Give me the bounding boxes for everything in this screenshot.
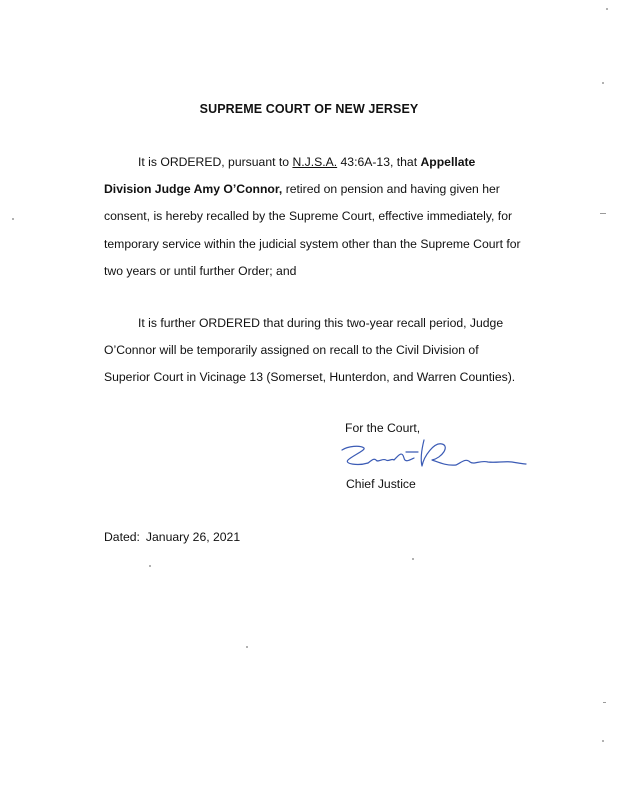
statute-citation: N.J.S.A. (292, 155, 338, 169)
court-title: SUPREME COURT OF NEW JERSEY (199, 102, 419, 116)
judge-name: Appellate Division Judge Amy O’Connor, (104, 155, 476, 197)
scan-speck (12, 218, 14, 220)
scan-speck (412, 558, 414, 560)
dated-line (104, 530, 240, 544)
for-the-court-label: For the Court, (345, 421, 421, 435)
handwritten-signature (338, 436, 528, 476)
paragraph-2-text: It is further ORDERED that during this two-year recall period, Judge O’Connor will be temporarily assigned on recall to the Civil Division of Superior Court in Vicinage 13 (Somerset, Hunterdon, and Warren Counties). (104, 316, 516, 385)
chief-justice-label: Chief Justice (346, 477, 416, 491)
paragraph-1-after-citation: 43:6A-13, that (337, 155, 421, 169)
order-paragraph-2 (104, 310, 524, 392)
scan-speck (600, 213, 606, 214)
scan-speck (603, 702, 606, 703)
scan-speck (602, 82, 604, 84)
order-date: January 26, 2021 (145, 530, 241, 544)
paragraph-1-rest: retired on pension and having given her consent, is hereby recalled by the Supreme Court, effective immediately, for temporary service within the judicial system other than the Supreme Court for two years or until further Order; and (104, 182, 521, 278)
paragraph-1-lead: It is ORDERED, pursuant to (138, 155, 293, 169)
dated-label: Dated: (104, 530, 140, 544)
scan-speck (606, 8, 608, 10)
scan-speck (149, 565, 151, 567)
scan-speck (246, 646, 248, 648)
scan-speck (602, 740, 604, 742)
order-paragraph-1 (104, 149, 524, 285)
